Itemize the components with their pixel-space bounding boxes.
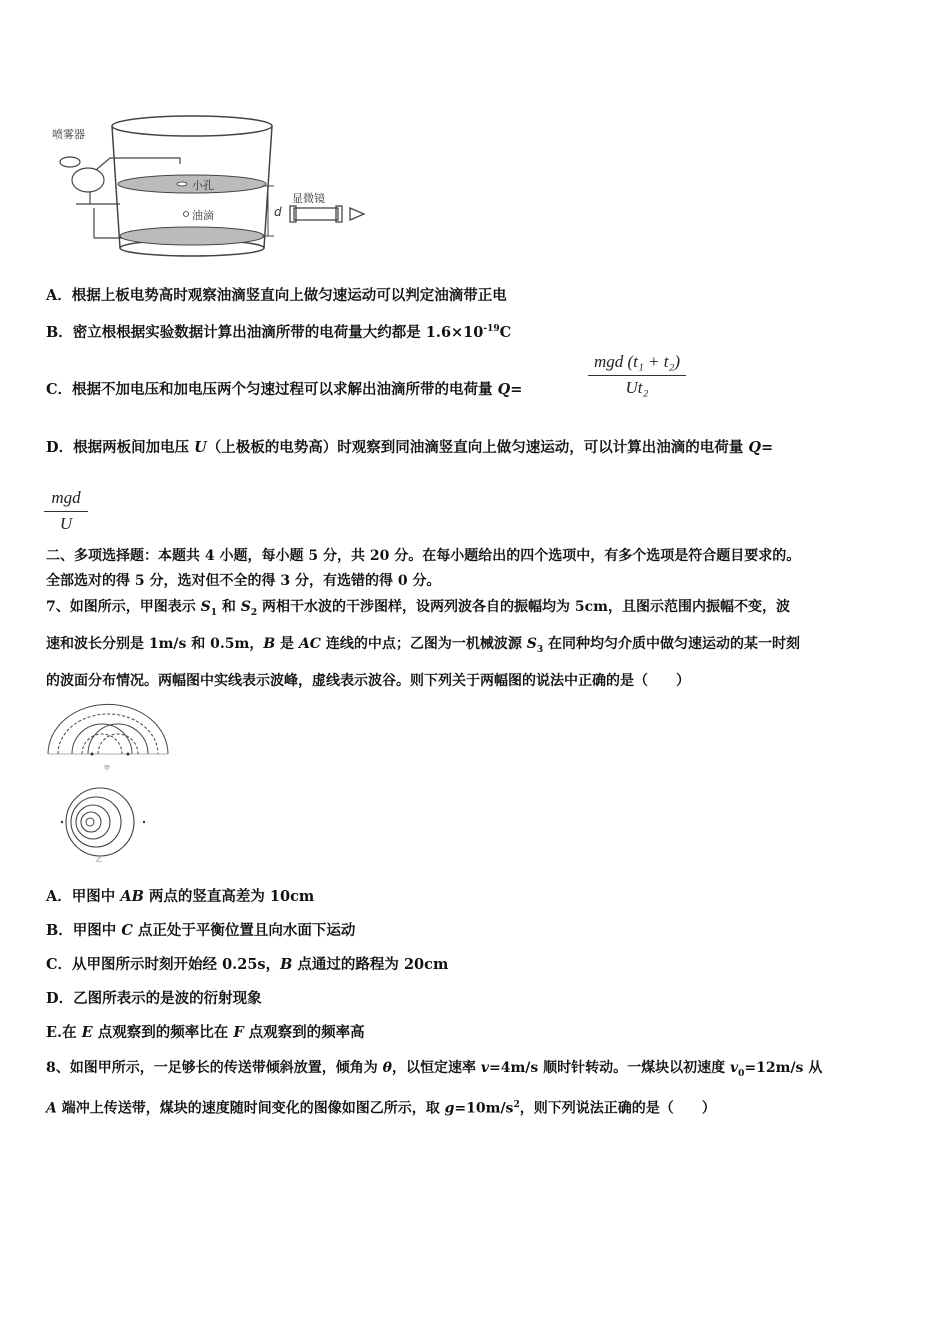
q6-option-d-denominator: U	[59, 514, 73, 533]
q6-option-b	[46, 319, 511, 343]
q6-option-b-exp: -19	[483, 324, 500, 334]
q7-opt-e-5: 点观察到的频率高	[243, 1024, 365, 1041]
q6-option-d-numerator: mgd	[51, 488, 81, 507]
q6-option-c	[46, 380, 522, 400]
q7-opt-c-2: B	[280, 956, 293, 973]
q8-l2a: A	[46, 1100, 57, 1117]
q7-l2f: 在同种均匀介质中做匀速运动的某一时刻	[543, 636, 800, 652]
q8-g: g	[444, 1100, 455, 1117]
q8-l1d: =12m/s 从	[744, 1060, 823, 1076]
q7-line1	[46, 597, 790, 623]
q6-option-d-fraction	[44, 488, 88, 534]
q6-option-c-denominator: Ut₂	[625, 378, 649, 397]
q8-v0-sub: 0	[738, 1068, 745, 1079]
q6-option-d-text1: D．根据两板间加电压	[46, 439, 195, 456]
q7-opt-a-1: A．甲图中	[46, 888, 121, 905]
q7-l2d: AC	[298, 636, 321, 652]
q7-option-c	[46, 955, 448, 975]
q8-line2	[46, 1095, 716, 1119]
q8-g-exp: 2	[513, 1100, 520, 1110]
q7-opt-e-1: E.在	[46, 1024, 82, 1041]
q7-line3: 的波面分布情况。两幅图中实线表示波峰，虚线表示波谷。则下列关于两幅图的说法中正确的是（ ）	[46, 673, 690, 689]
q7-opt-e-4: F	[233, 1024, 244, 1041]
q7-opt-a-3: 两点的竖直高差为 10cm	[143, 888, 315, 905]
q7-s3: S	[526, 636, 537, 652]
q6-option-c-q: Q	[497, 381, 511, 398]
label-d: d	[274, 205, 282, 219]
label-drop: 油滴	[192, 209, 214, 222]
q7-opt-b-1: B．甲图中	[46, 922, 122, 939]
q7-s2-sub: 2	[250, 607, 258, 618]
q6-option-b-text: B．密立根根据实验数据计算出油滴所带的电荷量大约都是 1.6×10	[46, 323, 484, 341]
q7-s1-sub: 1	[210, 607, 218, 618]
section2-line1: 二、多项选择题：本题共 4 小题，每小题 5 分，共 20 分。在每小题给出的四个选项中，有多个选项是符合题目要求的。	[46, 548, 801, 564]
q6-option-c-eq: =	[510, 381, 523, 398]
fig-yi-caption: 乙	[96, 857, 103, 864]
q6-option-d-q: Q	[748, 439, 761, 456]
q8-line1	[46, 1058, 822, 1084]
q8-l1c: =4m/s 顺时针转动。一煤块以初速度	[488, 1060, 731, 1076]
q7-s3-sub: 3	[536, 644, 544, 655]
q8-l2c: =10m/s	[454, 1100, 514, 1117]
q7-s1: S	[200, 599, 211, 615]
q7-opt-e-3: 点观察到的频率比在	[92, 1024, 234, 1041]
q7-l2b: B	[263, 636, 276, 652]
section2-line2: 全部选对的得 5 分，选对但不全的得 3 分，有选错的得 0 分。	[46, 573, 441, 589]
q7-and: 和	[217, 599, 241, 615]
q7-l1a: 7、如图所示，甲图表示	[46, 599, 201, 615]
q7-opt-c-1: C．从甲图所示时刻开始经 0.25s，	[46, 956, 281, 973]
q6-option-b-unit: C	[499, 323, 512, 341]
q6-option-a: A．根据上板电势高时观察油滴竖直向上做匀速运动可以判定油滴带正电	[46, 287, 507, 304]
q6-option-d-eq: =	[760, 439, 774, 456]
q7-line2	[46, 634, 800, 660]
label-hole: 小孔	[192, 179, 214, 192]
q6-option-d	[46, 438, 773, 458]
q6-option-c-fraction	[588, 352, 686, 398]
q8-l2d: ，则下列说法正确的是（ ）	[519, 1100, 716, 1117]
fig-jia-caption: 甲	[104, 765, 111, 772]
q7-opt-e-2: E	[81, 1024, 93, 1041]
interference-figure	[44, 702, 176, 772]
q7-l2c: 是	[275, 636, 299, 652]
q6-option-d-text2: （上极板的电势高）时观察到同油滴竖直向上做匀速运动，可以计算出油滴的电荷量	[206, 439, 749, 456]
q8-theta: θ	[382, 1060, 392, 1076]
q8-l2b: 端冲上传送带，煤块的速度随时间变化的图像如图乙所示，取	[56, 1100, 445, 1117]
label-sprayer: 喷雾器	[52, 128, 85, 141]
q7-option-e	[46, 1023, 365, 1043]
q7-opt-b-3: 点正处于平衡位置且向水面下运动	[132, 922, 356, 939]
q7-option-d: D．乙图所表示的是波的衍射现象	[46, 990, 262, 1007]
q7-option-b	[46, 921, 355, 941]
label-microscope: 显微镜	[292, 192, 325, 205]
moving-source-figure	[58, 782, 154, 864]
q7-l2e: 连线的中点；乙图为一机械波源	[320, 636, 527, 652]
q8-l1b: ，以恒定速率	[391, 1060, 481, 1076]
q7-opt-b-2: C	[121, 922, 133, 939]
q6-option-d-u: U	[194, 439, 207, 456]
q6-option-c-text: C．根据不加电压和加电压两个匀速过程可以求解出油滴所带的电荷量	[46, 381, 498, 398]
q8-v0: v	[730, 1060, 739, 1076]
q7-l1b: 两相干水波的干涉图样，设两列波各自的振幅均为 5cm，且图示范围内振幅不变，波	[257, 599, 790, 615]
q6-option-c-numerator: mgd (t₁ + t₂)	[593, 352, 681, 371]
q7-opt-c-3: 点通过的路程为 20cm	[292, 956, 449, 973]
q7-s2: S	[240, 599, 251, 615]
q7-opt-a-2: AB	[120, 888, 144, 905]
q7-option-a	[46, 887, 314, 907]
millikan-apparatus-figure	[50, 108, 380, 258]
q7-l2a: 速和波长分别是 1m/s 和 0.5m，	[46, 636, 264, 652]
q8-l1a: 8、如图甲所示，一足够长的传送带倾斜放置，倾角为	[46, 1060, 383, 1076]
q8-v: v	[480, 1060, 489, 1076]
